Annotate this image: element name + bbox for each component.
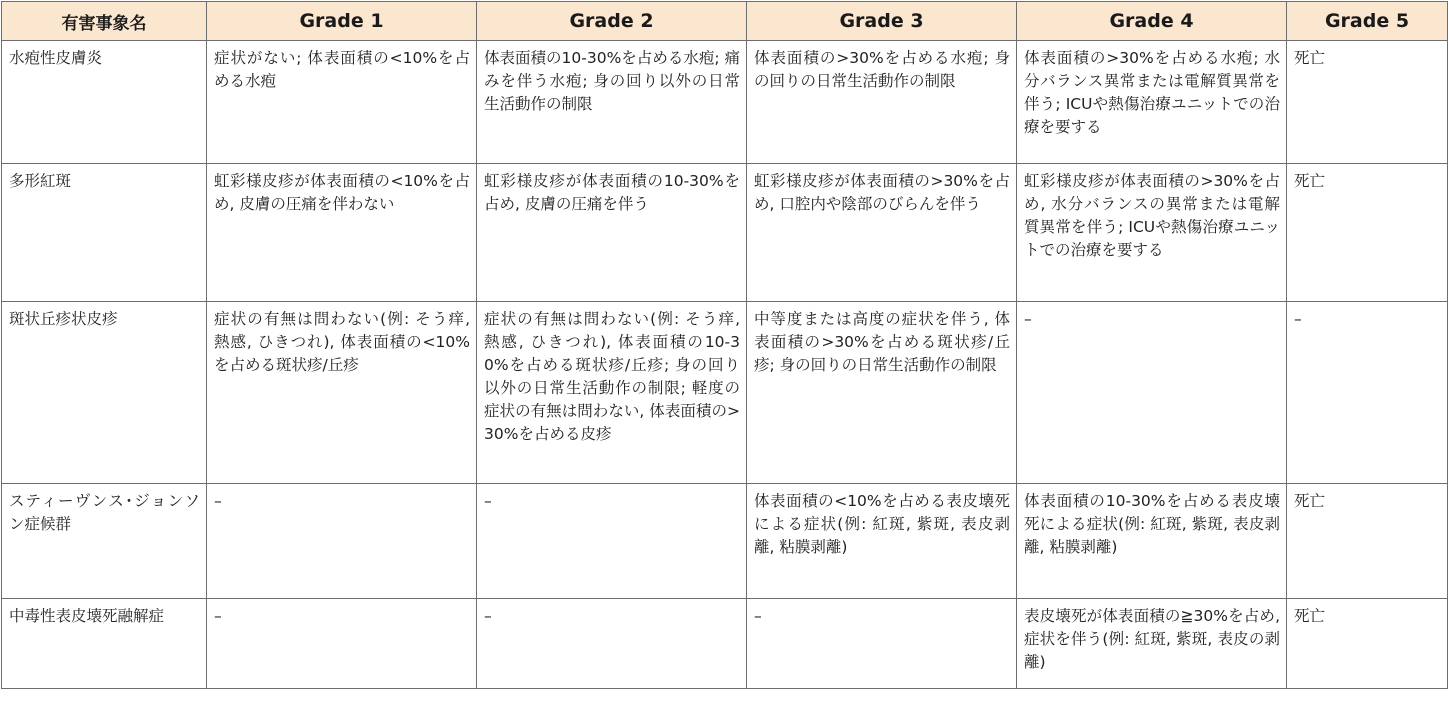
grade-3-cell: 体表面積の>30%を占める水疱; 身の回りの日常生活動作の制限 <box>747 41 1017 164</box>
table-row-toxic-epidermal-necrolysis <box>2 599 1448 689</box>
grade-3-cell: 中等度または高度の症状を伴う, 体表面積の>30%を占める斑状疹/丘疹; 身の回りの日常生活動作の制限 <box>747 302 1017 484</box>
grade-1-cell: 症状の有無は問わない(例: そう痒, 熱感, ひきつれ), 体表面積の<10%を占める斑状疹/丘疹 <box>207 302 477 484</box>
header-event-name: 有害事象名 <box>2 2 207 41</box>
grade-1-cell: 症状がない; 体表面積の<10%を占める水疱 <box>207 41 477 164</box>
event-name-cell: 斑状丘疹状皮疹 <box>2 302 207 484</box>
grade-3-cell: 体表面積の<10%を占める表皮壊死による症状(例: 紅斑, 紫斑, 表皮剥離, 粘膜剥離) <box>747 484 1017 599</box>
event-name-cell: 多形紅斑 <box>2 164 207 302</box>
grade-1-cell: 虹彩様皮疹が体表面積の<10%を占め, 皮膚の圧痛を伴わない <box>207 164 477 302</box>
header-grade-2: Grade 2 <box>477 2 747 41</box>
adverse-event-grade-table <box>1 1 1448 689</box>
grade-4-cell: 体表面積の10-30%を占める表皮壊死による症状(例: 紅斑, 紫斑, 表皮剥離, 粘膜剥離) <box>1017 484 1287 599</box>
event-name-cell: スティーヴンス･ジョンソン症候群 <box>2 484 207 599</box>
grade-2-cell: 症状の有無は問わない(例: そう痒, 熱感, ひきつれ), 体表面積の10-30%を占める斑状疹/丘疹; 身の回り以外の日常生活動作の制限; 軽度の症状の有無は問わない, 体表面積の>30%を占める皮疹 <box>477 302 747 484</box>
table-row-erythema-multiforme <box>2 164 1448 302</box>
event-name-cell: 中毒性表皮壊死融解症 <box>2 599 207 689</box>
grade-5-cell: 死亡 <box>1287 41 1448 164</box>
grade-5-cell: 死亡 <box>1287 599 1448 689</box>
grade-4-cell: – <box>1017 302 1287 484</box>
table-row-maculopapular-rash <box>2 302 1448 484</box>
event-name-cell: 水疱性皮膚炎 <box>2 41 207 164</box>
header-grade-1: Grade 1 <box>207 2 477 41</box>
grade-4-cell: 体表面積の>30%を占める水疱; 水分バランス異常または電解質異常を伴う; ICUや熱傷治療ユニットでの治療を要する <box>1017 41 1287 164</box>
grade-2-cell: – <box>477 599 747 689</box>
header-row <box>2 2 1448 41</box>
grade-4-cell: 虹彩様皮疹が体表面積の>30%を占め, 水分バランスの異常または電解質異常を伴う; ICUや熱傷治療ユニットでの治療を要する <box>1017 164 1287 302</box>
grade-5-cell: – <box>1287 302 1448 484</box>
header-grade-4: Grade 4 <box>1017 2 1287 41</box>
grade-2-cell: 虹彩様皮疹が体表面積の10-30%を占め, 皮膚の圧痛を伴う <box>477 164 747 302</box>
grade-2-cell: 体表面積の10-30%を占める水疱; 痛みを伴う水疱; 身の回り以外の日常生活動作の制限 <box>477 41 747 164</box>
grade-3-cell: 虹彩様皮疹が体表面積の>30%を占め, 口腔内や陰部のびらんを伴う <box>747 164 1017 302</box>
grade-5-cell: 死亡 <box>1287 484 1448 599</box>
table-row-stevens-johnson-syndrome <box>2 484 1448 599</box>
grade-1-cell: – <box>207 599 477 689</box>
header-grade-5: Grade 5 <box>1287 2 1448 41</box>
table-row-bullous-dermatitis <box>2 41 1448 164</box>
grade-5-cell: 死亡 <box>1287 164 1448 302</box>
grade-4-cell: 表皮壊死が体表面積の≧30%を占め, 症状を伴う(例: 紅斑, 紫斑, 表皮の剥離) <box>1017 599 1287 689</box>
grade-3-cell: – <box>747 599 1017 689</box>
grade-2-cell: – <box>477 484 747 599</box>
grade-1-cell: – <box>207 484 477 599</box>
header-grade-3: Grade 3 <box>747 2 1017 41</box>
